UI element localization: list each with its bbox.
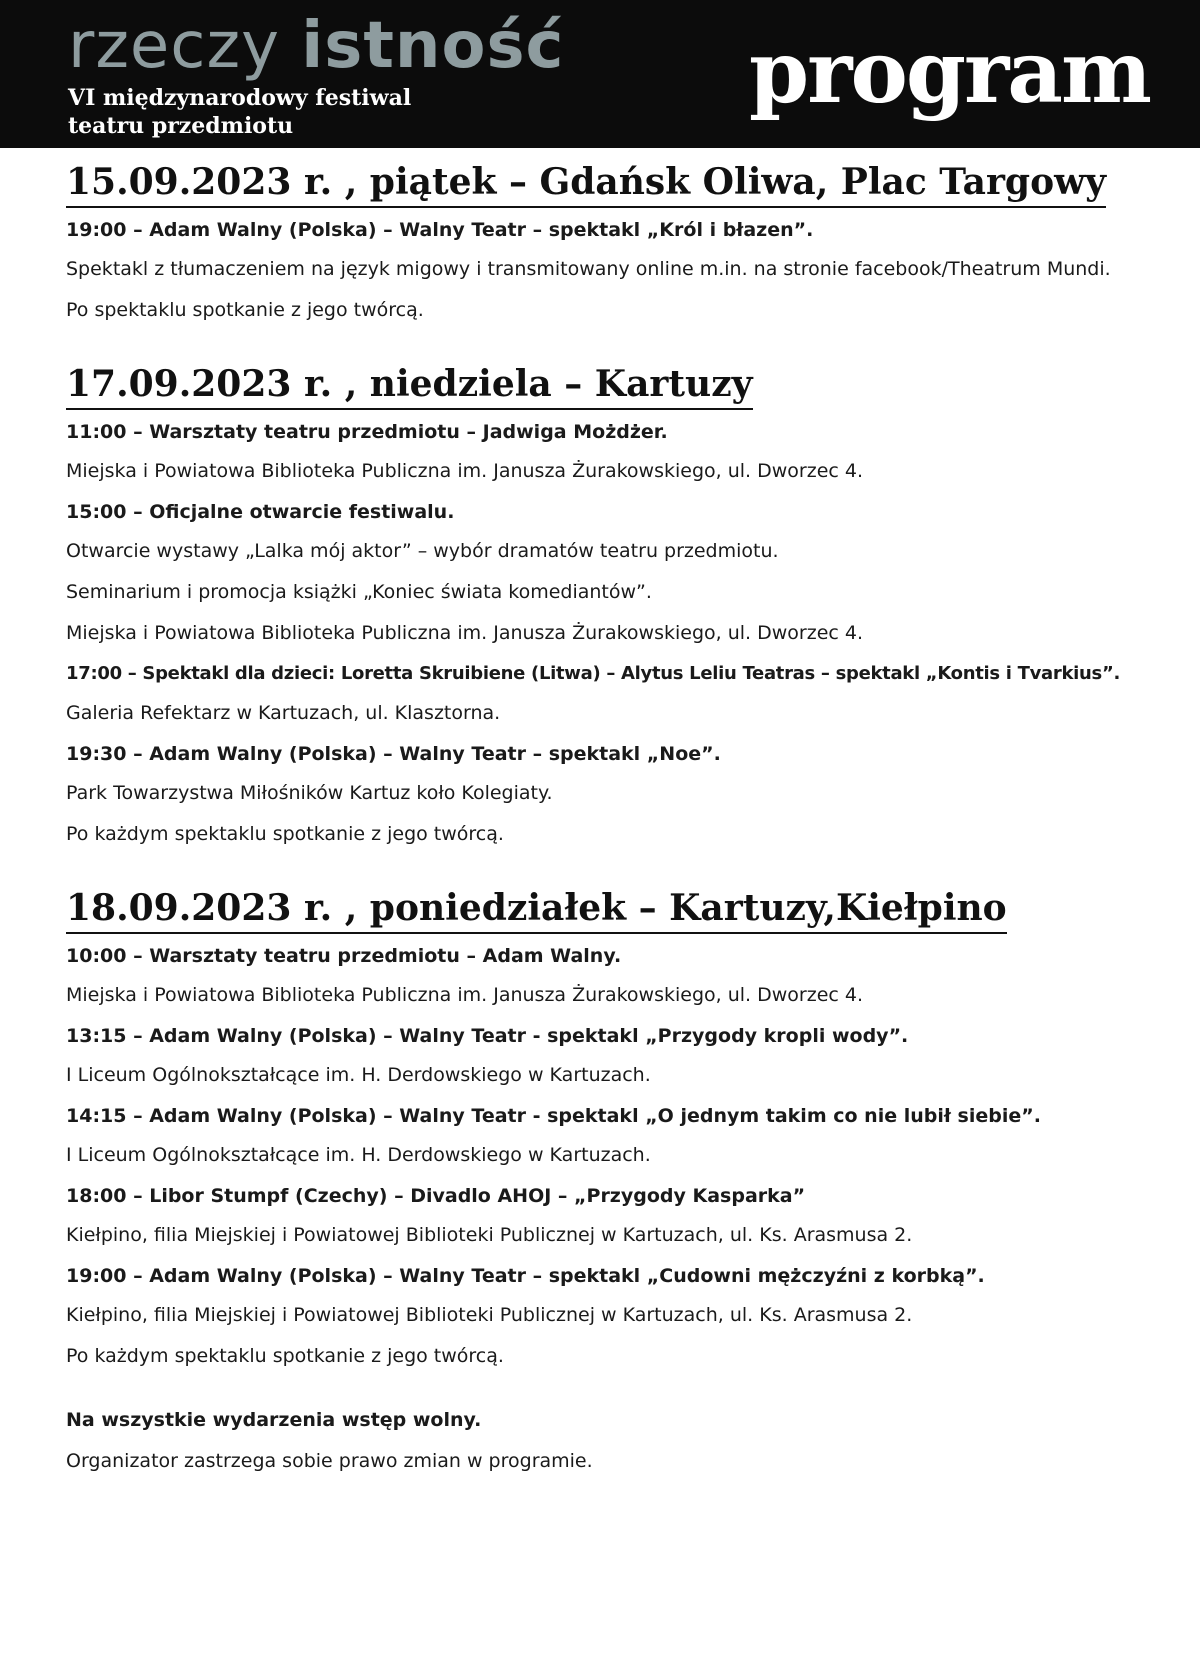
day-section-3 <box>66 886 1176 1368</box>
event-title: 19:00 – Adam Walny (Polska) – Walny Teatr – spektakl „Cudowni mężczyźni z korbką”. <box>66 1265 985 1287</box>
event-detail: Po każdym spektaklu spotkanie z jego twórcą. <box>66 823 504 845</box>
day-section-1 <box>66 160 1176 322</box>
event-detail: Po każdym spektaklu spotkanie z jego twórcą. <box>66 1345 504 1367</box>
event-title: 10:00 – Warsztaty teatru przedmiotu – Adam Walny. <box>66 945 622 967</box>
header-banner <box>0 0 1200 148</box>
event-detail: I Liceum Ogólnokształcące im. H. Derdowskiego w Kartuzach. <box>66 1144 651 1166</box>
event-detail: Galeria Refektarz w Kartuzach, ul. Klasztorna. <box>66 702 501 724</box>
logo-word-light: rzeczy <box>68 9 302 83</box>
subtitle-line-1: VI międzynarodowy festiwal <box>68 85 412 111</box>
event-detail: Miejska i Powiatowa Biblioteka Publiczna im. Janusza Żurakowskiego, ul. Dworzec 4. <box>66 622 864 644</box>
day-heading: 17.09.2023 r. , niedziela – Kartuzy <box>66 362 753 410</box>
event-detail: Park Towarzystwa Miłośników Kartuz koło Kolegiaty. <box>66 782 553 804</box>
program-content <box>66 160 1176 1490</box>
day-heading: 15.09.2023 r. , piątek – Gdańsk Oliwa, Plac Targowy <box>66 160 1106 208</box>
event-title: 13:15 – Adam Walny (Polska) – Walny Teatr - spektakl „Przygody kropli wody”. <box>66 1025 909 1047</box>
day-entries <box>66 420 1176 846</box>
event-detail: Otwarcie wystawy „Lalka mój aktor” – wybór dramatów teatru przedmiotu. <box>66 540 779 562</box>
event-detail: Spektakl z tłumaczeniem na język migowy i transmitowany online m.in. na stronie facebook/Theatrum Mundi. <box>66 258 1111 280</box>
event-title: 17:00 – Spektakl dla dzieci: Loretta Skruibiene (Litwa) – Alytus Leliu Teatras – spektakl „Kontis i Tvarkius”. <box>66 663 1121 684</box>
event-title: 19:00 – Adam Walny (Polska) – Walny Teatr – spektakl „Król i błazen”. <box>66 219 814 241</box>
event-title: 11:00 – Warsztaty teatru przedmiotu – Jadwiga Możdżer. <box>66 421 668 443</box>
event-detail: I Liceum Ogólnokształcące im. H. Derdowskiego w Kartuzach. <box>66 1064 651 1086</box>
event-detail: Miejska i Powiatowa Biblioteka Publiczna im. Janusza Żurakowskiego, ul. Dworzec 4. <box>66 984 864 1006</box>
event-detail: Seminarium i promocja książki „Koniec świata komediantów”. <box>66 581 652 603</box>
day-section-2 <box>66 362 1176 846</box>
event-detail: Po spektaklu spotkanie z jego twórcą. <box>66 299 424 321</box>
festival-subtitle <box>68 84 411 140</box>
event-detail: Miejska i Powiatowa Biblioteka Publiczna im. Janusza Żurakowskiego, ul. Dworzec 4. <box>66 460 864 482</box>
program-title: program <box>749 22 1150 123</box>
subtitle-line-2: teatru przedmiotu <box>68 113 294 139</box>
event-title: 18:00 – Libor Stumpf (Czechy) – Divadlo AHOJ – „Przygody Kasparka” <box>66 1185 806 1207</box>
event-detail: Kiełpino, filia Miejskiej i Powiatowej Biblioteki Publicznej w Kartuzach, ul. Ks. Arasmusa 2. <box>66 1304 913 1326</box>
footer-notes <box>66 1408 1176 1473</box>
event-title: 19:30 – Adam Walny (Polska) – Walny Teatr – spektakl „Noe”. <box>66 743 721 765</box>
organizer-disclaimer: Organizator zastrzega sobie prawo zmian w programie. <box>66 1450 593 1472</box>
free-entry-note: Na wszystkie wydarzenia wstęp wolny. <box>66 1409 482 1431</box>
day-heading: 18.09.2023 r. , poniedziałek – Kartuzy,Kiełpino <box>66 886 1007 934</box>
festival-logo <box>68 6 564 86</box>
logo-word-strong: istność <box>301 9 565 83</box>
event-title: 14:15 – Adam Walny (Polska) – Walny Teatr - spektakl „O jednym takim co nie lubił siebie”. <box>66 1105 1041 1127</box>
day-entries <box>66 944 1176 1368</box>
day-entries <box>66 218 1176 322</box>
event-detail: Kiełpino, filia Miejskiej i Powiatowej Biblioteki Publicznej w Kartuzach, ul. Ks. Arasmusa 2. <box>66 1224 913 1246</box>
event-title: 15:00 – Oficjalne otwarcie festiwalu. <box>66 501 455 523</box>
